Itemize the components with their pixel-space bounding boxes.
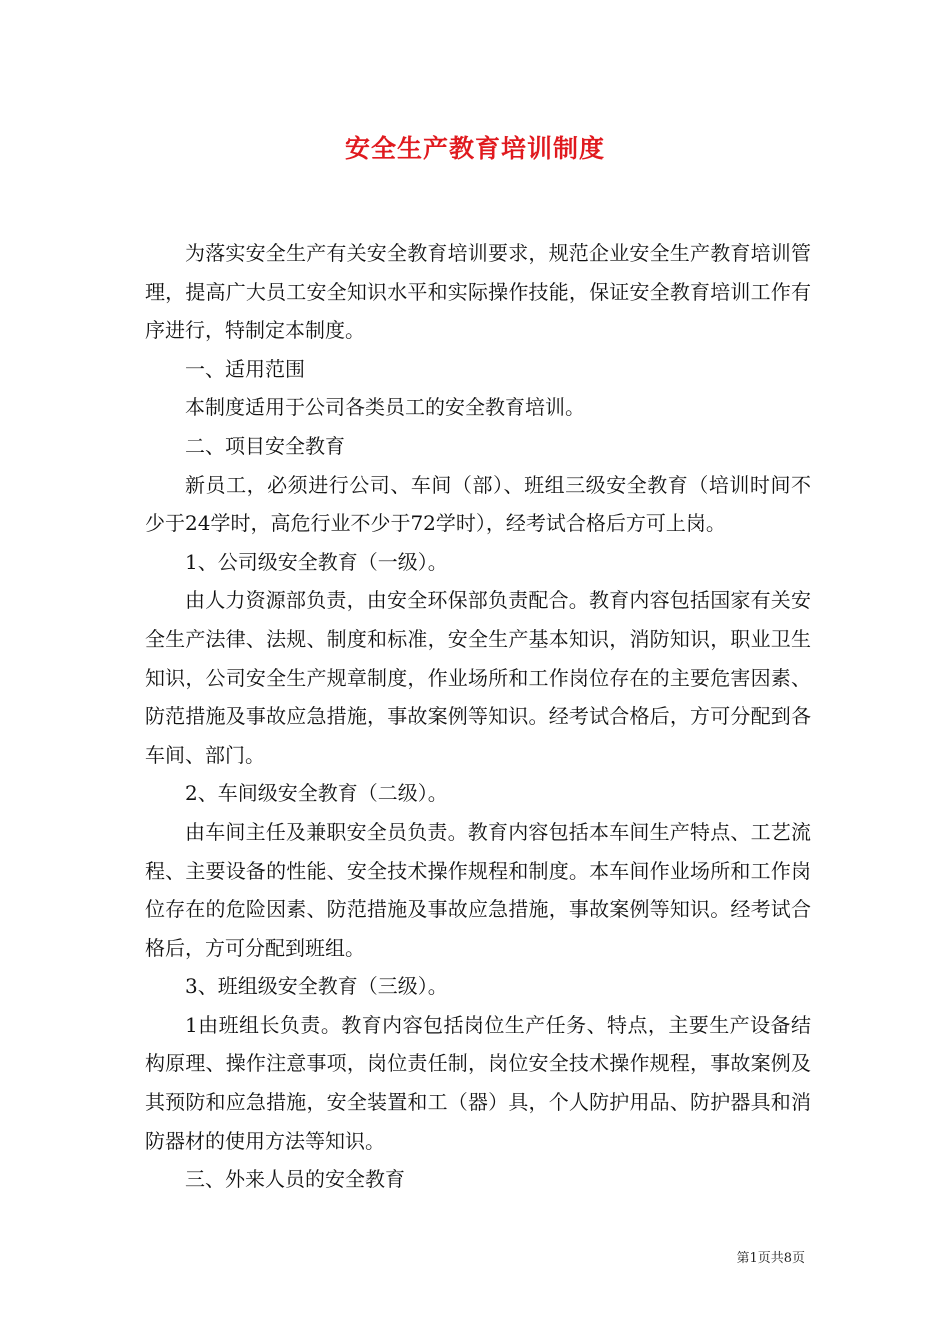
section-heading-project-education: 二、项目安全教育 <box>185 433 345 458</box>
subheading-team-level: 3、班组级安全教育（三级）。 <box>185 974 448 999</box>
subheading-workshop-level: 2、车间级安全教育（二级）。 <box>185 781 448 806</box>
document-body <box>145 234 811 1199</box>
paragraph-new-employee: 新员工，必须进行公司、车间（部）、班组三级安全教育（培训时间不少于24学时，高危行业不少于72学时），经考试合格后方可上岗。 <box>145 472 811 536</box>
section-heading-visitors: 三、外来人员的安全教育 <box>185 1167 405 1192</box>
paragraph-scope: 本制度适用于公司各类员工的安全教育培训。 <box>185 395 585 420</box>
paragraph-workshop-level: 由车间主任及兼职安全员负责。教育内容包括本车间生产特点、工艺流程、主要设备的性能、安全技术操作规程和制度。本车间作业场所和工作岗位存在的危险因素、防范措施及事故应急措施，事故案例等知识。经考试合格后，方可分配到班组。 <box>145 819 811 960</box>
section-heading-scope: 一、适用范围 <box>185 356 305 381</box>
paragraph-intro: 为落实安全生产有关安全教育培训要求，规范企业安全生产教育培训管理，提高广大员工安全知识水平和实际操作技能，保证安全教育培训工作有序进行，特制定本制度。 <box>145 241 811 343</box>
document-title: 安全生产教育培训制度 <box>344 134 605 163</box>
paragraph-team-level: 1由班组长负责。教育内容包括岗位生产任务、特点，主要生产设备结构原理、操作注意事项，岗位责任制，岗位安全技术操作规程，事故案例及其预防和应急措施，安全装置和工（器）具，个人防护用品、防护器具和消防器材的使用方法等知识。 <box>145 1012 811 1153</box>
paragraph-company-level: 由人力资源部负责，由安全环保部负责配合。教育内容包括国家有关安全生产法律、法规、制度和标准，安全生产基本知识，消防知识，职业卫生知识，公司安全生产规章制度，作业场所和工作岗位存在的主要危害因素、防范措施及事故应急措施，事故案例等知识。经考试合格后，方可分配到各车间、部门。 <box>145 588 811 767</box>
page-number-footer: 第1页共8页 <box>736 1251 805 1266</box>
subheading-company-level: 1、公司级安全教育（一级）。 <box>185 549 448 574</box>
